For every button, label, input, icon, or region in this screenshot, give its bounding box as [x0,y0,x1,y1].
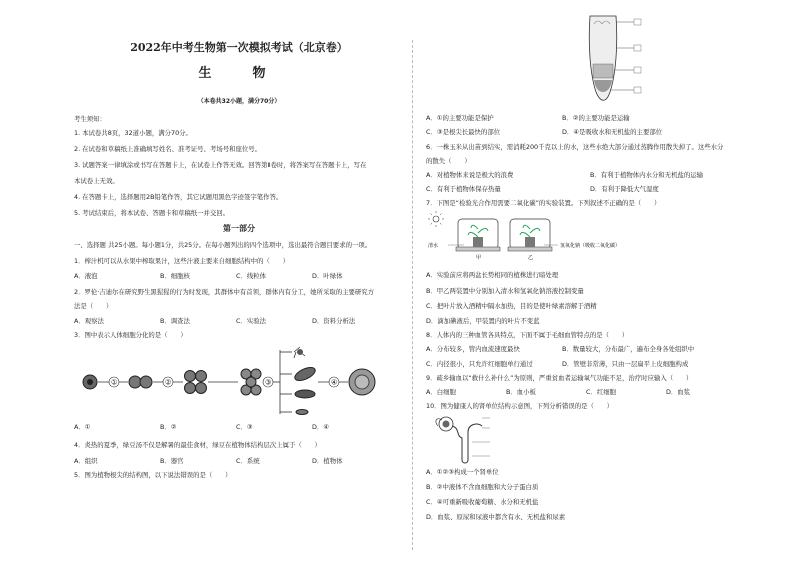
q9-option-c: C．红细胞 [586,388,617,396]
q2-option-a: A．观察法 [74,317,104,325]
question-4-stem: 4．炎热的夏季，绿豆汤不仅是解暑的最佳食材，绿豆在植物体结构层次上属于（ ） [74,441,321,449]
bell-jar-2 [508,219,552,251]
question-7-stem: 7．下图是“检验光合作用需要二氧化碳”的实验装置。下列叙述不正确的是（ ） [426,199,661,207]
q4-option-d: D．植物体 [312,457,343,465]
photosynthesis-setup-figure [426,211,726,261]
instruction-item: 3. 试题答案一律填涂或书写在答题卡上，在试卷上作答无效。回答第Ⅱ卷时，将答案写在答题卡上，写在 [74,161,367,169]
step-2-label: ② [165,378,172,387]
cell-division-figure [80,344,380,418]
q6-option-a: A．对植物体来说是极大的浪费 [426,171,514,179]
bell-jar-1 [456,219,500,251]
q7-option-a: A．实验前应将两盆长势相同的植株进行暗处理 [426,271,559,279]
q10-option-d: D．血浆、原尿和尿液中都含有水、无机盐和尿素 [426,513,566,521]
q6-option-b: B．有利于植物体内水分和无机盐的运输 [590,171,704,179]
q5-option-b: B．②的主要功能是运输 [562,114,630,122]
q6-option-d: D．有利于降低大气湿度 [590,185,659,193]
exam-title: 2022年中考生物第一次模拟考试（北京卷） [130,41,348,54]
naoh-label: 氢氧化钠（吸收二氧化碳） [560,243,621,249]
instruction-item: 本试卷上无效。 [74,177,119,185]
step-1-label: ① [111,378,118,387]
instruction-item: 5. 考试结束后，将本试卷、答题卡和草稿纸一并交回。 [74,209,230,217]
q10-option-b: B．②中液体不含血细胞和大分子蛋白质 [426,483,539,491]
q10-option-c: C．④可重新吸收葡萄糖、水分和无机盐 [426,498,539,506]
question-2-stem-cont: 法是（ ） [74,302,113,310]
q8-option-a: A．分布较多，管内血流速度最快 [426,345,520,353]
q8-option-b: B．数量较大，分布最广，遍布全身各处组织中 [562,345,695,353]
q8-option-c: C．内径很小，只允许红细胞单行通过 [426,360,533,368]
q5-option-c: C．③是根尖长最快的部位 [426,128,501,136]
q3-option-c: C．③ [236,423,253,431]
q2-option-d: D．资料分析法 [312,317,356,325]
question-6-stem-cont: 的散失（ ） [426,157,471,165]
q8-option-d: D．管壁非常薄，只由一层扁平上皮细胞构成 [562,360,689,368]
neuron-cell [294,347,305,358]
instruction-item: 4. 在答题卡上，选择题用2B铅笔作答，其它试题用黑色字迹签字笔作答。 [74,193,283,201]
q6-option-c: C．有利于植物体保存热量 [426,185,501,193]
q4-option-a: A．组织 [74,457,98,465]
question-8-stem: 8．人体内的三种血管各具特点，下面不属于毛细血管特点的是（ ） [426,331,629,339]
jar-label-b: 乙 [528,255,534,261]
cell-cluster-large [241,369,261,395]
q1-option-a: A．液泡 [74,272,98,280]
part1-intro: 一、选择题 共25小题。每小题1分，共25分。在每小题列出的四个选项中，选出最符合题目要求的一项。 [74,241,372,249]
question-6-stem: 6．一株玉米从出苗到结实，需消耗200千克以上的水，这些水绝大部分通过蒸腾作用散失掉了。这些水分 [426,143,724,151]
question-10-stem: 10．图为健康人的肾单位结构示意图，下列分析错误的是（ ） [426,402,614,410]
q1-option-b: B．细胞核 [160,272,190,280]
q7-option-d: D．滴加碘液后，甲装置内的叶片不变蓝 [426,317,540,325]
column-divider [412,40,413,550]
blood-cell [296,410,308,415]
question-5-stem: 5．图为植物根尖的结构图，以下说法错误的是（ ） [74,471,232,479]
nephron-figure [432,412,492,468]
score-note: （本卷共32小题，满分70分） [197,98,281,105]
q5-option-d: D．④是吸收水和无机盐的主要部位 [562,128,663,136]
q4-option-c: C．系统 [236,457,260,465]
cell-cluster [185,371,207,394]
part1-heading: 第一部分 [223,224,255,233]
epithelial-cell [295,390,315,398]
muscle-cell [293,365,317,383]
instruction-item: 1. 本试卷共8页，32道小题，满分70分。 [74,129,192,137]
question-3-stem: 3．图中表示人体细胞分化的是（ ） [74,331,187,339]
question-1-stem: 1．榨汁机可以从水果中榨取果汁，这些汁液主要来自细胞结构中的（ ） [74,257,289,265]
cell-1 [83,375,97,389]
question-2-stem: 2．罗伦·吉迪尔在研究野生黑猩猩的行为时发现，其群体中有首领，群体内有分工，她所采取的主要研究方 [74,288,375,296]
jar-label-a: 甲 [476,255,482,261]
organ-structure [349,369,375,395]
q5-option-a: A．①的主要功能是保护 [426,114,494,122]
q9-option-b: B．血小板 [506,388,536,396]
subject-title: 生 物 [198,66,280,81]
sun-icon [428,211,444,227]
q3-option-d: D．④ [312,423,330,431]
q10-option-a: A．①②③构成一个肾单位 [426,468,499,476]
step-4-label: ④ [331,378,338,387]
instruction-item: 2. 在试卷和草稿纸上准确填写姓名、准考证号、考场号和座位号。 [74,145,262,153]
q7-option-b: B．甲乙两装置中分别加入清水和氢氧化钠溶液控制变量 [426,287,584,295]
q3-option-a: A．① [74,423,91,431]
cell-2 [129,376,152,388]
step-3-label: ③ [265,378,272,387]
q7-option-c: C．把叶片放入酒精中隔水加热，目的是使叶绿素溶解于酒精 [426,302,597,310]
q3-option-b: B．② [160,423,177,431]
q9-option-d: D．血浆 [666,388,691,396]
q1-option-d: D．叶绿体 [312,272,343,280]
q1-option-c: C．线粒体 [236,272,267,280]
question-9-stem: 9．疏乡输血以“救什么补什么”为原则，严重贫血者运输氧气功能不足，治疗时应输入（ ） [426,374,693,382]
water-label: 清水 [428,243,439,249]
q4-option-b: B．器官 [160,457,184,465]
q2-option-b: B．调查法 [160,317,190,325]
q9-option-a: A．白细胞 [426,388,456,396]
root-tip-figure [576,14,646,106]
instructions-heading: 考生须知： [74,115,106,123]
q2-option-c: C．实验法 [236,317,267,325]
